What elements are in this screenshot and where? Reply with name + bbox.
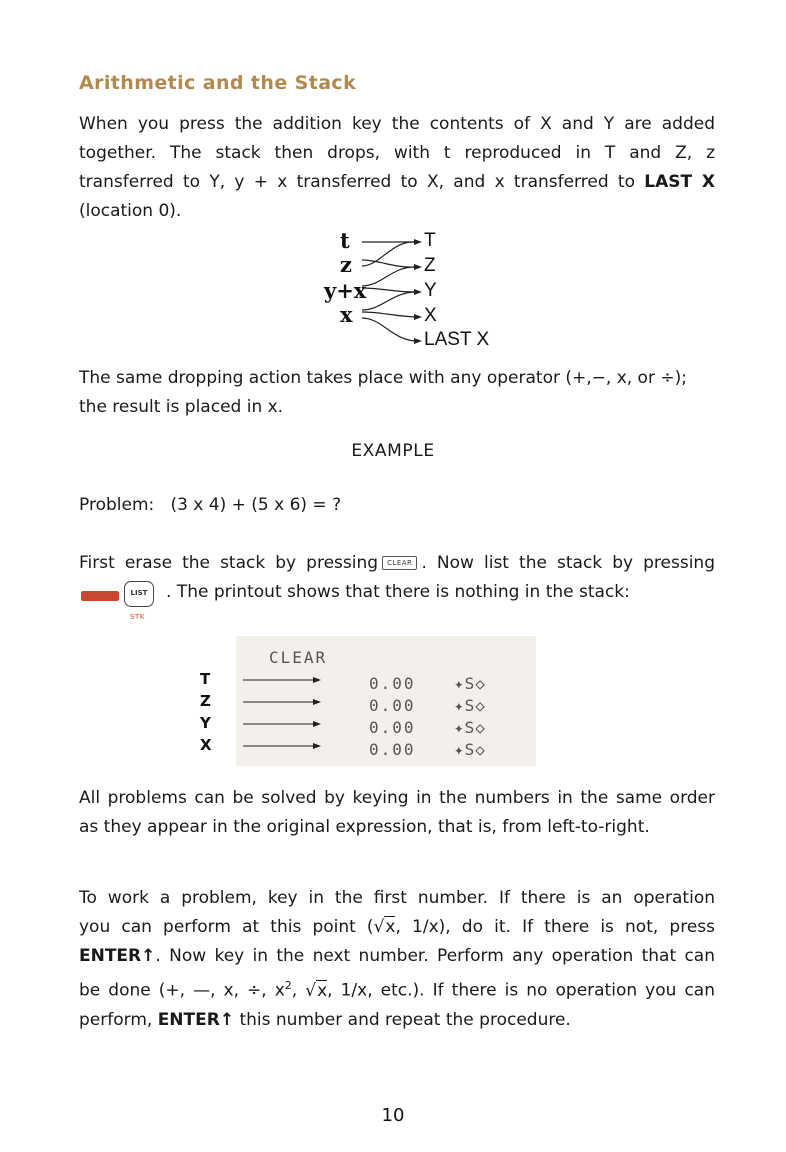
printout-suffix: ✦S◇: [454, 740, 486, 759]
procedure-line: perform, ENTER↑ this number and repeat the procedure.: [79, 1009, 571, 1030]
procedure-line: To work a problem, key in the first number. If there is an operation: [79, 888, 715, 908]
prefix-key-bar: [81, 591, 119, 601]
printout-suffix: ✦S◇: [454, 696, 486, 715]
intro-line: together. The stack then drops, with t reproduced in T and Z, z: [79, 143, 715, 163]
clear-key: CLEAR: [382, 556, 417, 570]
problem-line: Problem: (3 x 4) + (5 x 6) = ?: [79, 495, 342, 515]
register-label-Z: Z: [200, 692, 211, 710]
register-arrow: [243, 697, 323, 707]
procedure-line: ENTER↑. Now key in the next number. Perform any operation that can: [79, 946, 715, 966]
diagram-right-X: X: [424, 305, 437, 326]
printout-header: CLEAR: [269, 648, 328, 667]
printout-value: 0.00: [369, 740, 416, 759]
diagram-right-Z: Z: [424, 255, 436, 276]
arrow-z-to-Y: [362, 267, 416, 286]
dropping-line: The same dropping action takes place with any operator (+,−, x, or ÷);: [79, 368, 687, 388]
arrow-x-to-X: [362, 312, 416, 317]
stk-label: STK: [130, 613, 145, 621]
printout-suffix: ✦S◇: [454, 674, 486, 693]
after-list-text: . The printout shows that there is nothing in the stack:: [166, 582, 630, 602]
diagram-left-y-plus-x: y+x: [324, 278, 367, 303]
register-arrow: [243, 719, 323, 729]
diagram-right-Y: Y: [424, 280, 437, 301]
register-arrow: [243, 741, 323, 751]
all-problems-paragraph: [79, 784, 715, 842]
section-heading: Arithmetic and the Stack: [79, 72, 357, 94]
printout-value: 0.00: [369, 696, 416, 715]
enter-key-bold: ENTER↑: [79, 946, 156, 966]
intro-paragraph: [79, 110, 715, 226]
dropping-paragraph: [79, 364, 715, 422]
page-number: 10: [381, 1105, 405, 1126]
arrow-yx-to-Y: [362, 288, 416, 292]
diagram-left-x: x: [340, 302, 353, 327]
arrow-z-to-T: [362, 242, 416, 266]
arrow-z-to-Z: [362, 260, 416, 267]
arrow-yx-to-X: [362, 292, 416, 310]
list-key: LIST: [124, 581, 154, 607]
all-problems-line: as they appear in the original expression, that is, from left-to-right.: [79, 817, 650, 837]
diagram-right-lastx: LAST X: [424, 329, 490, 350]
procedure-paragraph: [79, 884, 715, 1035]
diagram-left-t: t: [340, 228, 350, 253]
procedure-line: you can perform at this point (√x, 1/x), do it. If there is not, press: [79, 913, 715, 942]
procedure-line: be done (+, —, x, ÷, $x^2$, √x, 1/x, etc.). If there is no operation you can: [79, 971, 715, 1006]
register-arrow: [243, 675, 323, 685]
sqrt-x-symbol: √x: [305, 980, 328, 1001]
printout-suffix: ✦S◇: [454, 718, 486, 737]
enter-key-bold: ENTER↑: [157, 1009, 235, 1030]
last-x-bold: LAST X: [644, 172, 716, 192]
diagram-right-T: T: [424, 230, 436, 251]
all-problems-line: All problems can be solved by keying in the numbers in the same order: [79, 788, 715, 808]
register-label-T: T: [200, 670, 211, 688]
diagram-arrows: [300, 226, 540, 356]
register-label-Y: Y: [200, 714, 211, 732]
printout-value: 0.00: [369, 718, 416, 737]
arrow-x-to-lastx: [362, 318, 416, 341]
erase-line: First erase the stack by pressing CLEAR . Now list the stack by pressing: [79, 553, 715, 573]
diagram-left-z: z: [340, 252, 352, 277]
intro-line: transferred to Y, y + x transferred to X, and x transferred to LAST X: [79, 172, 716, 192]
register-label-X: X: [200, 736, 212, 754]
intro-line: (location 0).: [79, 201, 182, 221]
printout-value: 0.00: [369, 674, 416, 693]
stack-drop-diagram: [300, 226, 540, 356]
sqrt-x-symbol: √x: [373, 917, 396, 937]
intro-line: When you press the addition key the contents of X and Y are added: [79, 114, 715, 134]
dropping-line: the result is placed in x.: [79, 397, 284, 417]
example-title: EXAMPLE: [351, 441, 435, 461]
